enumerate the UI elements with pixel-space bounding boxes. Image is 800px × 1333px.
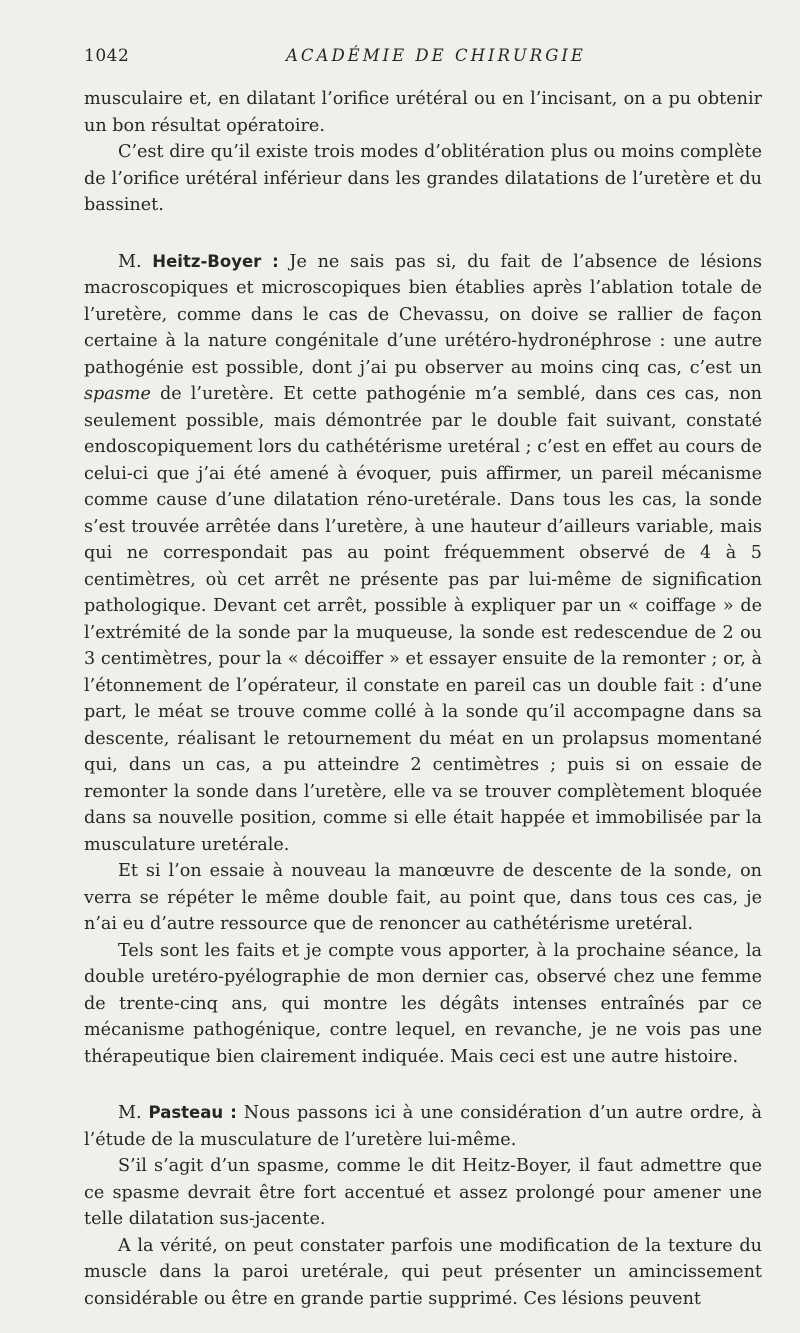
paragraph-7: S’il s’agit d’un spasme, comme le dit Heitz-Boyer, il faut admettre que ce spasme devrait être fort accentué et assez prolongé pour amener une telle dilatation sus-jacente. bbox=[84, 1156, 762, 1229]
body-text bbox=[84, 86, 762, 1312]
running-head: ACADÉMIE DE CHIRURGIE bbox=[286, 46, 586, 65]
speaker-prefix: M. bbox=[118, 1103, 149, 1123]
page-header bbox=[84, 46, 760, 72]
speaker-name-heitz-boyer: Heitz-Boyer : bbox=[152, 251, 279, 271]
paragraph-heitz-boyer bbox=[84, 249, 762, 859]
paragraph-8: A la vérité, on peut constater parfois une modification de la texture du muscle dans la paroi uretérale, qui peut présenter un amincissement considérable ou être en grande partie supprimé. Ces lésions peuvent bbox=[84, 1235, 762, 1309]
paragraph-1: musculaire et, en dilatant l’orifice urétéral ou en l’incisant, on a pu obtenir un bon résultat opératoire. bbox=[84, 89, 762, 136]
paragraph-text-cont: de l’uretère. Et cette pathogénie m’a semblé, dans ces cas, non seulement possible, mais démontrée par le double fait suivant, constaté endoscopiquement lors du cathétérisme uretéral ; c’est en effet au cours de celui-ci que j’ai été amené à évoquer, puis affirmer, un pareil mécanisme comme cause d’une dilatation réno-uretérale. Dans tous les cas, la sonde s’est trouvée arrêtée dans l’uretère, à une hauteur d’ailleurs variable, mais qui ne correspondait pas au point fréquemment observé de 4 à 5 centimètres, où cet arrêt ne présente pas par lui-même de signification pathologique. Devant cet arrêt, possible à expliquer par un « coiffage » de l’extrémité de la sonde par la muqueuse, la sonde est redescendue de 2 ou 3 centimètres, pour la « décoiffer » et essayer ensuite de la remonter ; or, à l’étonnement de l’opérateur, il constate en pareil cas un double fait : d’une part, le méat se trouve comme collé à la sonde qu’il accompagne dans sa descente, réalisant le retournement du méat en un prolapsus momentané qui, dans un cas, a pu atteindre 2 centimètres ; puis si on essaie de remonter la sonde dans l’uretère, elle va se trouver complètement bloquée dans sa nouvelle position, comme si elle était happée et immobilisée par la musculature uretérale. bbox=[84, 384, 762, 855]
speaker-prefix: M. bbox=[118, 251, 153, 272]
paragraph-text: Je ne sais pas si, du fait de l’absence de lésions macroscopiques et microscopiques bien établies après l’ablation totale de l’uretère, comme dans le cas de Chevassu, on doive se rallier de façon certaine à la nature congénitale d’une urétéro-hydronéphrose : une autre pathogénie est possible, dont j’ai pu observer au moins cinq cas, c’est un bbox=[84, 251, 762, 378]
speaker-name-pasteau: Pasteau : bbox=[148, 1103, 237, 1122]
paragraph-pasteau bbox=[84, 1100, 762, 1153]
paragraph-5: Tels sont les faits et je compte vous apporter, à la prochaine séance, la double uretéro-pyélographie de mon dernier cas, observé chez une femme de trente-cinq ans, qui montre les dégâts intenses entraînés par ce mécanisme pathogénique, contre lequel, en revanche, je ne vois pas une thérapeutique bien clairement indiquée. Mais ceci est une autre histoire. bbox=[84, 940, 762, 1067]
paragraph-2: C’est dire qu’il existe trois modes d’oblitération plus ou moins complète de l’orifice urétéral inférieur dans les grandes dilatations de l’uretère et du bassinet. bbox=[84, 142, 762, 215]
paragraph-text: Nous passons ici à une considération d’un autre ordre, à l’étude de la musculature de l’uretère lui-même. bbox=[84, 1103, 762, 1150]
emphasis-spasme: spasme bbox=[84, 384, 151, 404]
paragraph-4: Et si l’on essaie à nouveau la manœuvre de descente de la sonde, on verra se répéter le même double fait, au point que, dans tous ces cas, je n’ai eu d’autre ressource que de renoncer au cathétérisme uretéral. bbox=[84, 861, 762, 934]
page-number: 1042 bbox=[84, 46, 130, 66]
